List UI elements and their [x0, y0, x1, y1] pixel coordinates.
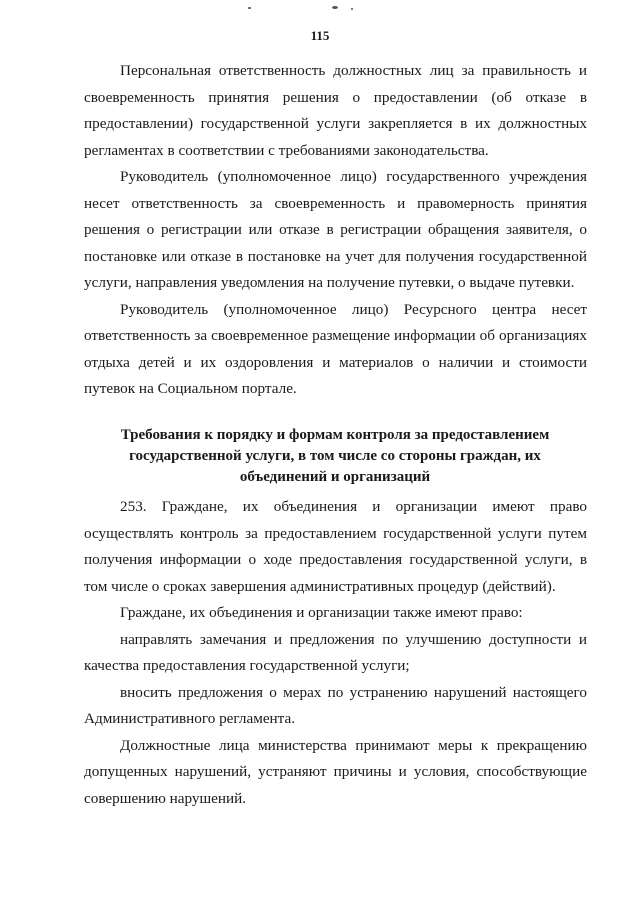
page-number: 115 [310, 28, 330, 43]
paragraph: Должностные лица министерства принимают меры к прекращению допущенных нарушений, устраняют причины и условия, способствующие совершению нарушений. [84, 736, 587, 807]
paragraph: направлять замечания и предложения по улучшению доступности и качества предоставления государственной услуги; [84, 630, 587, 674]
section-heading [110, 425, 560, 488]
body-text-block [84, 58, 587, 403]
paragraph: Руководитель (уполномоченное лицо) государственного учреждения несет ответственность за своевременность и правомерность принятия решения о регистрации или отказе в регистрации обращения заявителя, о постановке или отказе в постановке на учет для получения государственной услуги, направления уведомления на получение путевки, о выдаче путевки. [84, 168, 587, 291]
heading-line: государственной услуги, в том числе со стороны граждан, их [129, 448, 541, 464]
heading-line: объединений и организаций [239, 469, 431, 485]
paragraph: Руководитель (уполномоченное лицо) Ресурсного центра несет ответственность за своевременное размещение информации об организациях отдыха детей и их оздоровления и материалов о наличии и стоимости путевок на Социальном портале. [84, 300, 587, 397]
body-text-block [84, 494, 587, 812]
paragraph: вносить предложения о мерах по устранению нарушений настоящего Административного регламента. [84, 683, 587, 727]
heading-line: Требования к порядку и формам контроля за предоставлением [120, 427, 550, 443]
paragraph: 253. Граждане, их объединения и организации имеют право осуществлять контроль за предоставлением государственной услуги путем получения информации о ходе предоставления государственной услуги, в том числе о сроках завершения административных процедур (действий). [84, 498, 587, 595]
paragraph: Граждане, их объединения и организации также имеют право: [120, 604, 523, 621]
paragraph: Персональная ответственность должностных лиц за правильность и своевременность принятия решения о предоставлении (об отказе в предоставлении) государственной услуги закрепляется в их должностных регламентах в соответствии с требованиями законодательства. [84, 62, 587, 159]
